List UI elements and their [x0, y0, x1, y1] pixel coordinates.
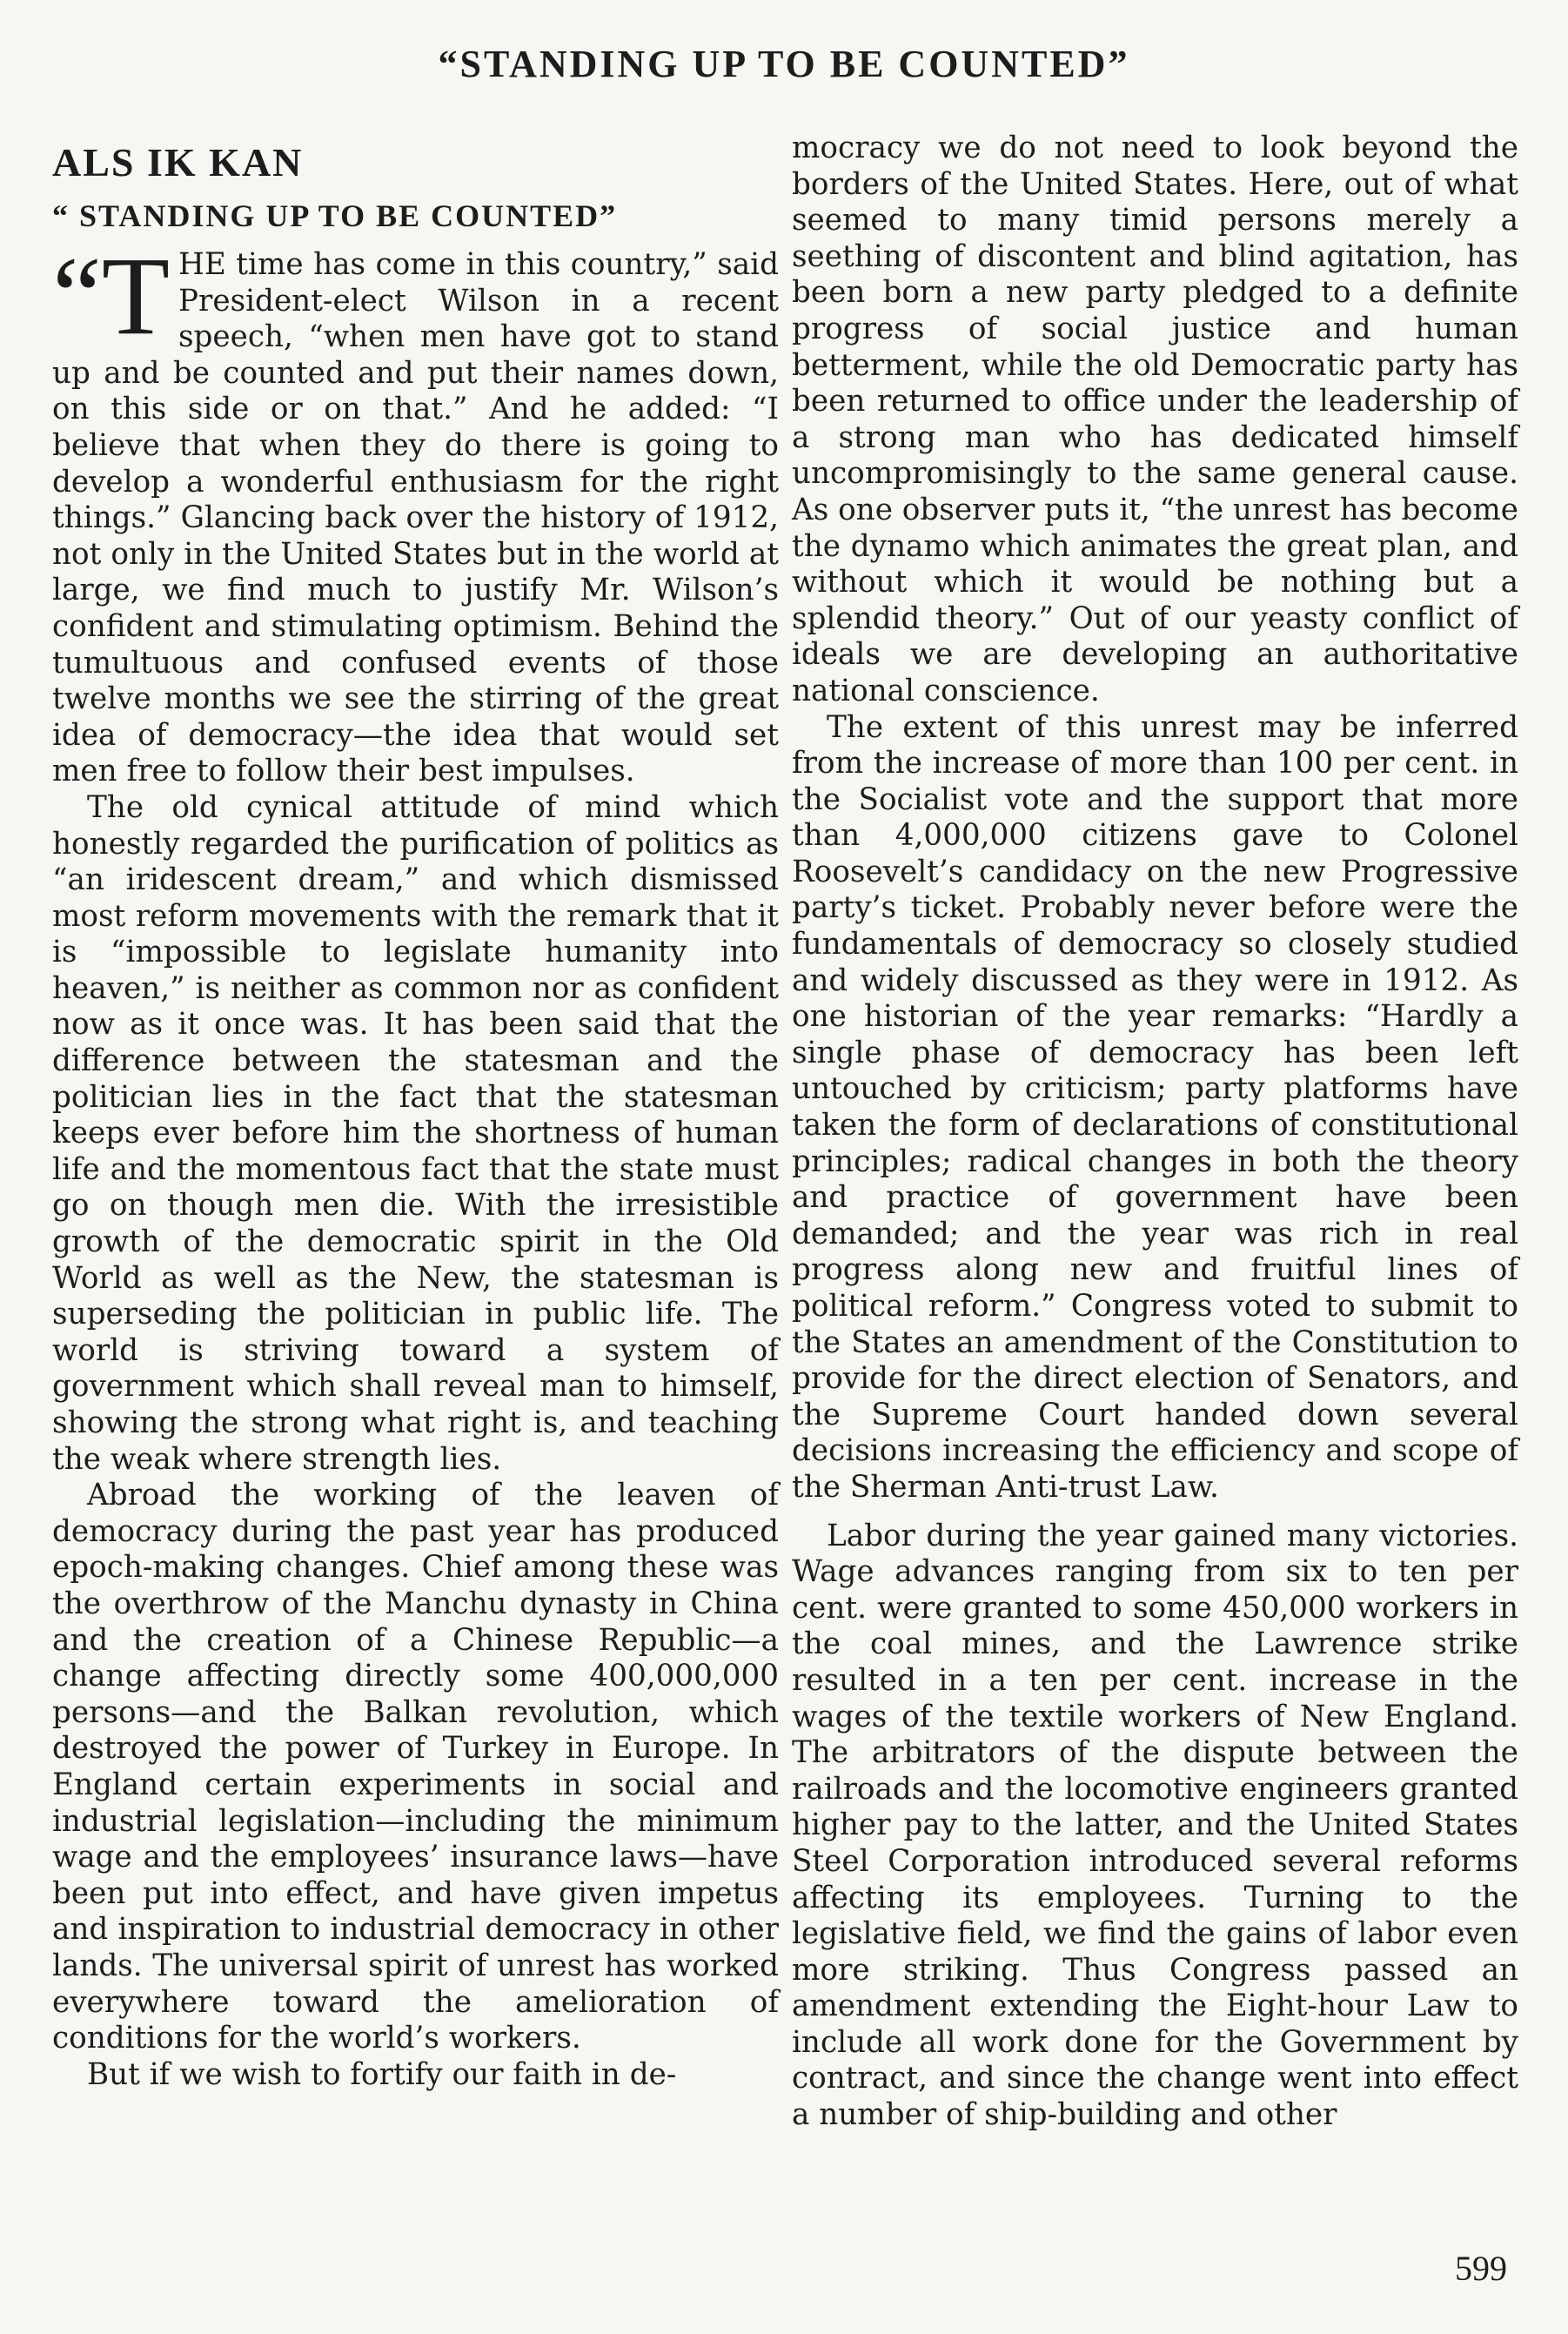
running-head: “STANDING UP TO BE COUNTED” [438, 43, 1130, 85]
paragraph: The old cynical attitude of mind which honestly regarded the purification of politics as “an iridescent dream,” and which dismissed most reform movements with the remark that it is “impossible to legislate humanity into heaven,” is neither as common nor as confident now as it once was. It has been said that the difference between the statesman and the politician lies in the fact that the statesman keeps ever before him the shortness of human life and the momentous fact that the state must go on though men die. With the irresistible growth of the democratic spirit in the Old World as well as the New, the statesman is superseding the politician in public life. The world is striving toward a system of government which shall reveal man to himself, showing the strong what right is, and teaching the weak where strength lies. [52, 789, 779, 1477]
right-column [792, 131, 1518, 2134]
left-column [52, 131, 779, 2093]
paragraph: mocracy we do not need to look beyond the borders of the United States. Here, out of what seemed to many timid persons merely a seething of discontent and blind agitation, has been born a new party pledged to a definite progress of social justice and human betterment, while the old Democratic party has been returned to office under the leadership of a strong man who has dedicated himself uncompromisingly to the same general cause. As one observer puts it, “the unrest has become the dynamo which animates the great plan, and without which it would be nothing but a splendid theory.” Out of our yeasty conflict of ideals we are developing an authoritative national conscience. [792, 131, 1519, 708]
paragraph: Abroad the working of the leaven of democracy during the past year has produced epoch-making changes. Chief among these was the overthrow of the Manchu dynasty in China and the creation of a Chinese Republic—a change affecting directly some 400,000,000 persons—and the Balkan revolution, which destroyed the power of Turkey in Europe. In England certain experiments in social and industrial legislation—including the minimum wage and the employees’ insurance laws—have been put into effect, and have given impetus and inspiration to industrial democracy in other lands. The universal spirit of unrest has worked everywhere toward the amelioration of conditions for the world’s workers. [52, 1478, 779, 2056]
paragraph: The extent of this unrest may be inferred from the increase of more than 100 per cent. in the Socialist vote and the support that more than 4,000,000 citizens gave to Colonel Roosevelt’s candidacy on the new Progressive party’s ticket. Probably never before were the fundamentals of democracy so closely studied and widely discussed as they were in 1912. As one historian of the year remarks: “Hardly a single phase of democracy has been left untouched by criticism; party platforms have taken the form of declarations of constitutional principles; radical changes in both the theory and practice of government have been demanded; and the year was rich in real progress along new and fruitful lines of political reform.” Congress voted to submit to the States an amendment of the Constitution to provide for the direct election of Senators, and the Supreme Court handed down several decisions increasing the efficiency and scope of the Sherman Anti-trust Law. [792, 709, 1518, 1505]
drop-cap: “T [52, 234, 170, 358]
page-number: 599 [1455, 2249, 1507, 2288]
paragraph: Labor during the year gained many victories. Wage advances ranging from six to ten per cent. were granted to some 450,000 workers in the coal mines, and the Lawrence strike resulted in a ten per cent. increase in the wages of the textile workers of New England. The arbitrators of the dispute between the railroads and the locomotive engineers granted higher pay to the latter, and the United States Steel Corporation introduced several reforms affecting its employees. Turning to the legislative field, we find the gains of labor even more striking. Thus Congress passed an amendment extending the Eight-hour Law to include all work done for the Government by contract, and since the change went into effect a number of ship-building and other [792, 1518, 1518, 2133]
article-title: “ STANDING UP TO BE COUNTED” [52, 198, 618, 233]
paragraph: But if we wish to fortify our faith in de- [87, 2056, 677, 2092]
paragraph: “THE time has come in this country,” said President-elect Wilson in a recent speech, “when men have got to stand up and be counted and put their names down, on this side or on that.” And he added: “I believe that when they do there is going to develop a wonderful enthusiasm for the right things.” Glancing back over the history of 1912, not only in the United States but in the world at large, we find much to justify Mr. Wilson’s confident and stimulating optimism. Behind the tumultuous and confused events of those twelve months we see the stirring of the great idea of democracy—the idea that would set men free to follow their best impulses. [52, 234, 779, 789]
section-title: ALS IK KAN [52, 140, 304, 184]
